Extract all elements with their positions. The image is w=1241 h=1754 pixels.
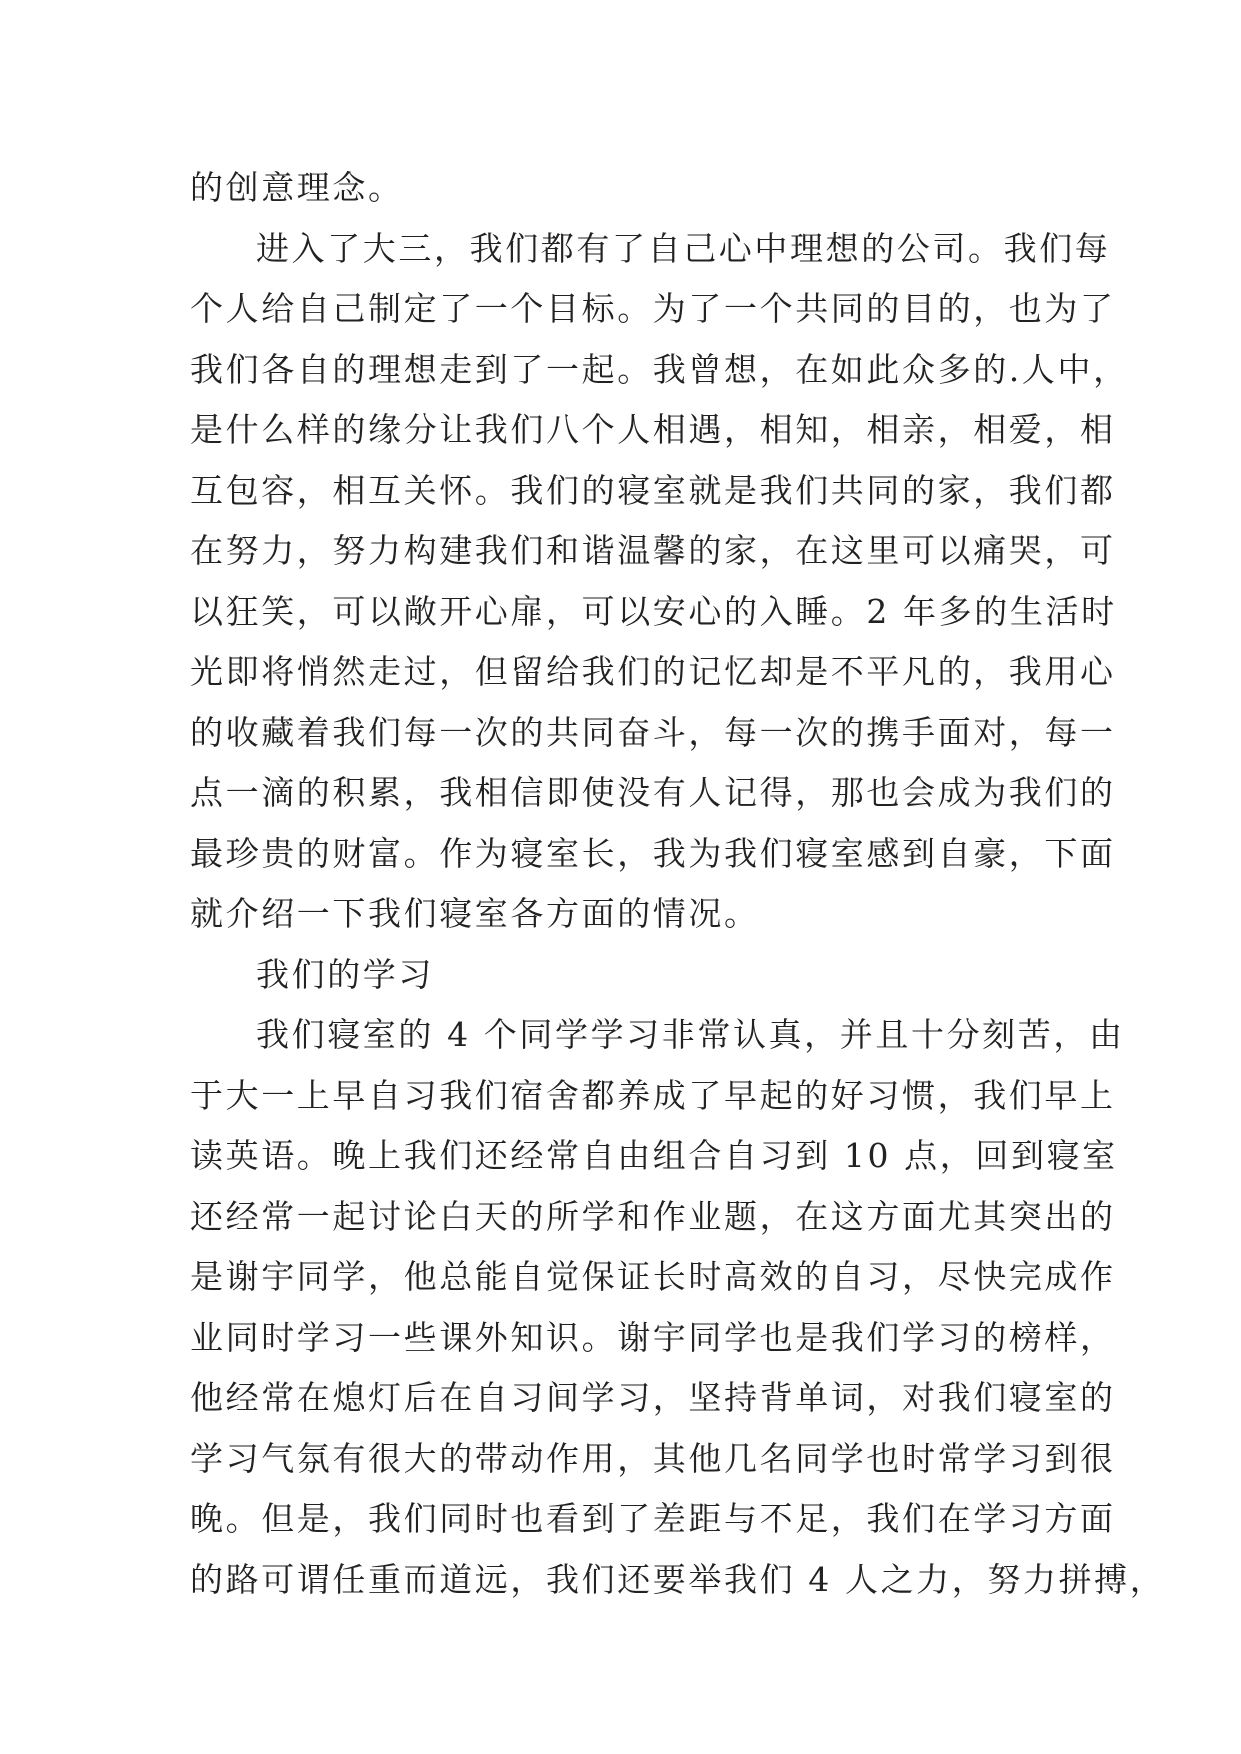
text-line: 个人给自己制定了一个目标。为了一个共同的目的，也为了 — [190, 289, 1116, 328]
text-line: 我们各自的理想走到了一起。我曾想，在如此众多的.人中， — [190, 349, 1129, 389]
text-line: 他经常在熄灯后在自习间学习，坚持背单词，对我们寝室的 — [190, 1378, 1116, 1417]
text-line: 点一滴的积累，我相信即使没有人记得，那也会成为我们的 — [190, 773, 1116, 812]
text-line: 在努力，努力构建我们和谐温馨的家，在这里可以痛哭，可 — [190, 531, 1116, 570]
text-line: 是什么样的缘分让我们八个人相遇，相知，相亲，相爱，相 — [190, 410, 1116, 449]
text-line: 业同时学习一些课外知识。谢宇同学也是我们学习的榜样， — [190, 1317, 1116, 1357]
text-line: 的收藏着我们每一次的共同奋斗，每一次的携手面对，每一 — [190, 712, 1116, 752]
text-line: 读英语。晚上我们还经常自由组合自习到 10 点，回到寝室 — [190, 1136, 1118, 1175]
text-line: 晚。但是，我们同时也看到了差距与不足，我们在学习方面 — [190, 1499, 1116, 1538]
text-line: 进入了大三，我们都有了自己心中理想的公司。我们每 — [256, 228, 1111, 268]
text-line: 以狂笑，可以敞开心扉，可以安心的入睡。2 年多的生活时 — [190, 591, 1117, 631]
text-line: 就介绍一下我们寝室各方面的情况。 — [190, 894, 760, 933]
text-line: 互包容，相互关怀。我们的寝室就是我们共同的家，我们都 — [190, 470, 1116, 510]
text-line: 的创意理念。 — [190, 168, 404, 207]
text-line: 还经常一起讨论白天的所学和作业题，在这方面尤其突出的 — [190, 1196, 1116, 1236]
text-line: 最珍贵的财富。作为寝室长，我为我们寝室感到自豪，下面 — [190, 833, 1116, 873]
text-line: 我们寝室的 4 个同学学习非常认真，并且十分刻苦，由 — [256, 1015, 1125, 1054]
text-line: 光即将悄然走过，但留给我们的记忆却是不平凡的，我用心 — [190, 652, 1116, 691]
body-text — [190, 158, 1166, 1610]
text-line: 学习气氛有很大的带动作用，其他几名同学也时常学习到很 — [190, 1438, 1116, 1478]
section-heading: 我们的学习 — [256, 954, 434, 994]
text-line: 是谢宇同学，他总能自觉保证长时高效的自习，尽快完成作 — [190, 1257, 1116, 1296]
text-line: 的路可谓任重而道远，我们还要举我们 4 人之力，努力拼搏， — [190, 1559, 1166, 1599]
text-line: 于大一上早自习我们宿舍都养成了早起的好习惯，我们早上 — [190, 1075, 1116, 1115]
